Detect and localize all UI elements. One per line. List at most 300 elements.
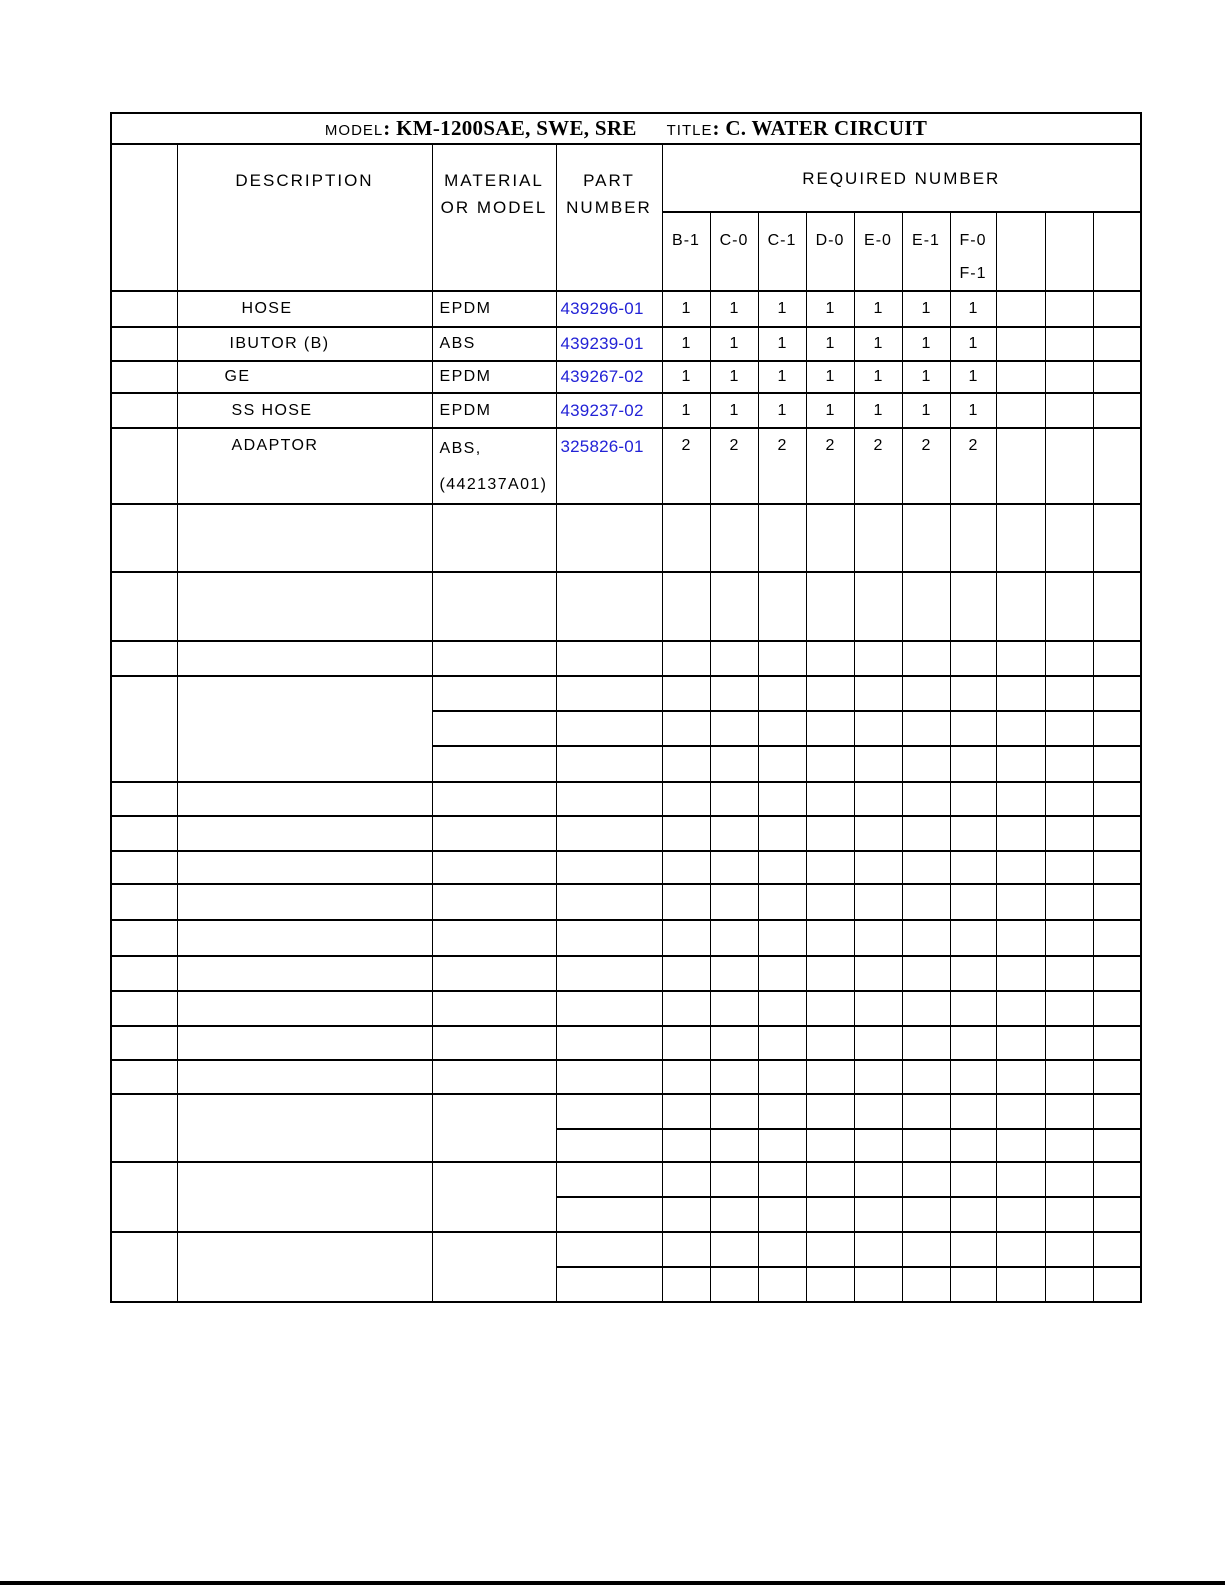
- empty-cell: [710, 572, 758, 641]
- parts-row: [111, 291, 1141, 327]
- empty-cell: [556, 1197, 662, 1232]
- empty-cell: [1045, 212, 1093, 291]
- empty-cell: [854, 746, 902, 782]
- empty-cell: [1045, 1094, 1093, 1129]
- empty-cell: [902, 1197, 950, 1232]
- required-cell: 2: [710, 428, 758, 504]
- empty-cell: [950, 504, 996, 572]
- empty-cell: [556, 920, 662, 956]
- empty-cell: [1045, 1129, 1093, 1162]
- empty-cell: [662, 956, 710, 991]
- empty-cell: [806, 956, 854, 991]
- empty-cell: [177, 884, 432, 920]
- req-col-header-f0-f1: [950, 212, 996, 291]
- empty-cell: [662, 1094, 710, 1129]
- title-row: [111, 113, 1141, 144]
- title-value: : C. WATER CIRCUIT: [712, 116, 928, 140]
- empty-cell: [996, 327, 1045, 361]
- empty-cell: [950, 1162, 996, 1197]
- empty-cell: [432, 1060, 556, 1094]
- empty-cell: [950, 1094, 996, 1129]
- material-cell: ABS: [432, 327, 556, 361]
- req-col-header-b1: B-1: [662, 212, 710, 291]
- header-row: [111, 144, 1141, 212]
- empty-cell: [432, 851, 556, 884]
- description-cell: ADAPTOR: [177, 428, 432, 504]
- item-col-header: [111, 144, 177, 291]
- required-cell: 2: [806, 428, 854, 504]
- empty-cell: [806, 711, 854, 746]
- empty-cell: [854, 920, 902, 956]
- empty-cell: [111, 884, 177, 920]
- empty-cell: [902, 1232, 950, 1267]
- empty-cell: [1045, 1197, 1093, 1232]
- empty-cell: [758, 572, 806, 641]
- item-cell: [111, 291, 177, 327]
- required-cell: 2: [950, 428, 996, 504]
- empty-cell: [950, 1060, 996, 1094]
- empty-cell: [1093, 212, 1141, 291]
- empty-cell: [902, 920, 950, 956]
- empty-cell: [432, 1026, 556, 1060]
- empty-cell: [556, 711, 662, 746]
- required-cell: 1: [710, 327, 758, 361]
- empty-cell: [950, 956, 996, 991]
- empty-cell: [662, 504, 710, 572]
- required-cell: 2: [662, 428, 710, 504]
- empty-cell: [432, 746, 556, 782]
- required-cell: 1: [710, 361, 758, 393]
- item-cell: [111, 428, 177, 504]
- empty-cell: [758, 641, 806, 676]
- empty-cell: [758, 1060, 806, 1094]
- empty-cell: [1093, 641, 1141, 676]
- empty-cell: [1093, 920, 1141, 956]
- table-row: [111, 504, 1141, 572]
- empty-cell: [902, 991, 950, 1026]
- empty-cell: [854, 1094, 902, 1129]
- empty-cell: [758, 851, 806, 884]
- required-number-header: REQUIRED NUMBER: [662, 144, 1141, 212]
- empty-cell: [1045, 884, 1093, 920]
- empty-cell: [758, 676, 806, 711]
- part-number-link[interactable]: 439239-01: [556, 327, 662, 361]
- empty-cell: [1045, 1026, 1093, 1060]
- empty-cell: [1093, 1094, 1141, 1129]
- material-cell: EPDM: [432, 291, 556, 327]
- empty-cell: [950, 782, 996, 816]
- empty-cell: [806, 782, 854, 816]
- empty-cell: [996, 851, 1045, 884]
- empty-cell: [662, 1026, 710, 1060]
- empty-cell: [758, 884, 806, 920]
- required-cell: 1: [758, 361, 806, 393]
- empty-cell: [806, 1162, 854, 1197]
- empty-cell: [710, 676, 758, 711]
- empty-cell: [806, 1197, 854, 1232]
- empty-cell: [662, 1267, 710, 1302]
- empty-cell: [996, 1197, 1045, 1232]
- empty-cell: [111, 920, 177, 956]
- empty-cell: [996, 884, 1045, 920]
- empty-cell: [902, 641, 950, 676]
- table-row: [111, 816, 1141, 851]
- empty-cell: [1045, 1162, 1093, 1197]
- part-number-link[interactable]: 439237-02: [556, 393, 662, 428]
- empty-cell: [758, 782, 806, 816]
- empty-cell: [662, 1197, 710, 1232]
- required-cell: 1: [662, 393, 710, 428]
- empty-cell: [806, 676, 854, 711]
- empty-cell: [1045, 991, 1093, 1026]
- empty-cell: [758, 1197, 806, 1232]
- empty-cell: [950, 851, 996, 884]
- required-cell: 2: [854, 428, 902, 504]
- title-label: TITLE: [666, 122, 713, 139]
- empty-cell: [710, 884, 758, 920]
- empty-cell: [1093, 572, 1141, 641]
- empty-cell: [854, 1026, 902, 1060]
- empty-cell: [177, 676, 432, 782]
- empty-cell: [996, 641, 1045, 676]
- empty-cell: [432, 884, 556, 920]
- required-cell: 1: [902, 327, 950, 361]
- empty-cell: [710, 1197, 758, 1232]
- req-col-header-d0: D-0: [806, 212, 854, 291]
- required-cell: 1: [902, 393, 950, 428]
- empty-cell: [710, 991, 758, 1026]
- empty-cell: [1093, 1162, 1141, 1197]
- empty-cell: [556, 816, 662, 851]
- empty-cell: [710, 1026, 758, 1060]
- empty-cell: [758, 956, 806, 991]
- page-bottom-rule: [0, 1581, 1225, 1585]
- empty-cell: [556, 851, 662, 884]
- empty-cell: [1045, 746, 1093, 782]
- description-cell: SS HOSE: [177, 393, 432, 428]
- required-cell: 1: [662, 291, 710, 327]
- required-cell: 1: [758, 327, 806, 361]
- empty-cell: [854, 676, 902, 711]
- description-col-header: DESCRIPTION: [177, 144, 432, 291]
- empty-cell: [1093, 956, 1141, 991]
- empty-cell: [710, 746, 758, 782]
- empty-cell: [1093, 1232, 1141, 1267]
- parts-table: [110, 112, 1142, 1303]
- empty-cell: [950, 1267, 996, 1302]
- empty-cell: [177, 816, 432, 851]
- empty-cell: [177, 641, 432, 676]
- empty-cell: [902, 1094, 950, 1129]
- table-title-cell: [111, 113, 1141, 144]
- part-number-link[interactable]: 439267-02: [556, 361, 662, 393]
- empty-cell: [432, 711, 556, 746]
- required-cell: 1: [758, 393, 806, 428]
- empty-cell: [1045, 1060, 1093, 1094]
- empty-cell: [806, 1026, 854, 1060]
- empty-cell: [950, 711, 996, 746]
- table-row: [111, 920, 1141, 956]
- required-cell: 1: [710, 393, 758, 428]
- empty-cell: [432, 676, 556, 711]
- parts-row: [111, 428, 1141, 504]
- empty-cell: [432, 956, 556, 991]
- empty-cell: [662, 1060, 710, 1094]
- empty-cell: [806, 1129, 854, 1162]
- empty-cell: [950, 920, 996, 956]
- empty-cell: [1045, 572, 1093, 641]
- empty-cell: [556, 676, 662, 711]
- empty-cell: [111, 1094, 177, 1162]
- empty-cell: [758, 1026, 806, 1060]
- empty-cell: [1045, 1232, 1093, 1267]
- required-cell: 1: [662, 327, 710, 361]
- description-cell: IBUTOR (B): [177, 327, 432, 361]
- empty-cell: [950, 1232, 996, 1267]
- item-cell: [111, 393, 177, 428]
- item-cell: [111, 327, 177, 361]
- table-row: [111, 884, 1141, 920]
- empty-cell: [902, 711, 950, 746]
- empty-cell: [432, 920, 556, 956]
- empty-cell: [432, 1094, 556, 1162]
- table-row: [111, 782, 1141, 816]
- empty-cell: [111, 504, 177, 572]
- table-row: [111, 641, 1141, 676]
- empty-cell: [111, 851, 177, 884]
- required-cell: 1: [854, 291, 902, 327]
- material-line2: (442137A01): [439, 476, 548, 493]
- empty-cell: [177, 1232, 432, 1302]
- empty-cell: [556, 1162, 662, 1197]
- empty-cell: [996, 746, 1045, 782]
- empty-cell: [758, 920, 806, 956]
- empty-cell: [111, 1162, 177, 1232]
- empty-cell: [662, 572, 710, 641]
- empty-cell: [996, 956, 1045, 991]
- empty-cell: [710, 1267, 758, 1302]
- empty-cell: [432, 1232, 556, 1302]
- empty-cell: [758, 746, 806, 782]
- empty-cell: [854, 1060, 902, 1094]
- empty-cell: [662, 711, 710, 746]
- empty-cell: [662, 641, 710, 676]
- empty-cell: [854, 504, 902, 572]
- empty-cell: [1045, 291, 1093, 327]
- table-row: [111, 1162, 1141, 1197]
- empty-cell: [177, 920, 432, 956]
- empty-cell: [177, 1060, 432, 1094]
- part-number-link[interactable]: 439296-01: [556, 291, 662, 327]
- empty-cell: [806, 1094, 854, 1129]
- empty-cell: [806, 884, 854, 920]
- empty-cell: [662, 676, 710, 711]
- empty-cell: [996, 676, 1045, 711]
- parts-row: [111, 361, 1141, 393]
- empty-cell: [1093, 291, 1141, 327]
- empty-cell: [1045, 327, 1093, 361]
- empty-cell: [177, 991, 432, 1026]
- empty-cell: [806, 1060, 854, 1094]
- required-cell: 1: [710, 291, 758, 327]
- empty-cell: [806, 746, 854, 782]
- empty-cell: [177, 1162, 432, 1232]
- empty-cell: [556, 782, 662, 816]
- required-cell: 1: [950, 291, 996, 327]
- empty-cell: [902, 572, 950, 641]
- empty-cell: [432, 1162, 556, 1232]
- empty-cell: [996, 991, 1045, 1026]
- table-row: [111, 1232, 1141, 1267]
- empty-cell: [996, 1129, 1045, 1162]
- table-row: [111, 1026, 1141, 1060]
- empty-cell: [806, 816, 854, 851]
- empty-cell: [662, 782, 710, 816]
- empty-cell: [854, 1162, 902, 1197]
- empty-cell: [710, 1094, 758, 1129]
- empty-cell: [996, 1267, 1045, 1302]
- empty-cell: [710, 1129, 758, 1162]
- empty-cell: [996, 711, 1045, 746]
- required-cell: 1: [902, 291, 950, 327]
- empty-cell: [177, 782, 432, 816]
- material-col-header-line1: MATERIAL: [444, 171, 544, 190]
- empty-cell: [177, 504, 432, 572]
- empty-cell: [950, 746, 996, 782]
- empty-cell: [806, 641, 854, 676]
- empty-cell: [1093, 428, 1141, 504]
- empty-cell: [996, 1094, 1045, 1129]
- empty-cell: [854, 1197, 902, 1232]
- empty-cell: [1045, 782, 1093, 816]
- empty-cell: [1045, 920, 1093, 956]
- material-col-header-line2: OR MODEL: [440, 198, 548, 217]
- empty-cell: [710, 851, 758, 884]
- empty-cell: [1093, 361, 1141, 393]
- empty-cell: [902, 1026, 950, 1060]
- empty-cell: [996, 212, 1045, 291]
- empty-cell: [1093, 504, 1141, 572]
- empty-cell: [1093, 991, 1141, 1026]
- empty-cell: [996, 1162, 1045, 1197]
- empty-cell: [1093, 782, 1141, 816]
- empty-cell: [902, 746, 950, 782]
- empty-cell: [432, 572, 556, 641]
- empty-cell: [1045, 711, 1093, 746]
- description-cell: GE: [177, 361, 432, 393]
- empty-cell: [854, 991, 902, 1026]
- empty-cell: [710, 641, 758, 676]
- empty-cell: [950, 1026, 996, 1060]
- empty-cell: [556, 1267, 662, 1302]
- material-cell: EPDM: [432, 361, 556, 393]
- required-cell: 1: [854, 393, 902, 428]
- empty-cell: [662, 1162, 710, 1197]
- required-cell: 1: [950, 327, 996, 361]
- empty-cell: [556, 1094, 662, 1129]
- empty-cell: [556, 956, 662, 991]
- empty-cell: [432, 991, 556, 1026]
- empty-cell: [1093, 884, 1141, 920]
- required-cell: 1: [902, 361, 950, 393]
- empty-cell: [1045, 504, 1093, 572]
- empty-cell: [177, 1094, 432, 1162]
- table-row: [111, 1094, 1141, 1129]
- empty-cell: [1093, 746, 1141, 782]
- required-cell: 1: [662, 361, 710, 393]
- req-col-header-e1: E-1: [902, 212, 950, 291]
- material-line1: ABS,: [439, 440, 482, 457]
- empty-cell: [710, 920, 758, 956]
- empty-cell: [854, 884, 902, 920]
- empty-cell: [111, 956, 177, 991]
- empty-cell: [1045, 361, 1093, 393]
- empty-cell: [996, 361, 1045, 393]
- required-cell: 1: [806, 393, 854, 428]
- empty-cell: [662, 851, 710, 884]
- req-col-header-c1: C-1: [758, 212, 806, 291]
- empty-cell: [1093, 1129, 1141, 1162]
- empty-cell: [177, 956, 432, 991]
- empty-cell: [902, 1129, 950, 1162]
- empty-cell: [556, 641, 662, 676]
- empty-cell: [950, 816, 996, 851]
- empty-cell: [111, 572, 177, 641]
- empty-cell: [111, 782, 177, 816]
- empty-cell: [902, 504, 950, 572]
- empty-cell: [556, 504, 662, 572]
- empty-cell: [950, 572, 996, 641]
- material-col-header: [432, 144, 556, 291]
- empty-cell: [806, 504, 854, 572]
- required-cell: 1: [806, 291, 854, 327]
- empty-cell: [806, 572, 854, 641]
- empty-cell: [1093, 851, 1141, 884]
- empty-cell: [556, 1026, 662, 1060]
- empty-cell: [662, 920, 710, 956]
- empty-cell: [710, 504, 758, 572]
- part-number-link[interactable]: 325826-01: [556, 428, 662, 504]
- empty-cell: [1093, 1026, 1141, 1060]
- empty-cell: [556, 991, 662, 1026]
- empty-cell: [996, 920, 1045, 956]
- req-col-header-c0: C-0: [710, 212, 758, 291]
- empty-cell: [556, 746, 662, 782]
- empty-cell: [950, 676, 996, 711]
- empty-cell: [758, 504, 806, 572]
- item-cell: [111, 361, 177, 393]
- empty-cell: [806, 1267, 854, 1302]
- empty-cell: [111, 1232, 177, 1302]
- empty-cell: [111, 1026, 177, 1060]
- empty-cell: [111, 676, 177, 782]
- empty-cell: [902, 884, 950, 920]
- table-row: [111, 956, 1141, 991]
- empty-cell: [854, 851, 902, 884]
- empty-cell: [996, 1060, 1045, 1094]
- req-col-header-f1: F-1: [959, 265, 987, 282]
- empty-cell: [556, 1060, 662, 1094]
- empty-cell: [854, 816, 902, 851]
- empty-cell: [1045, 428, 1093, 504]
- empty-cell: [710, 816, 758, 851]
- empty-cell: [1093, 676, 1141, 711]
- empty-cell: [1045, 851, 1093, 884]
- empty-cell: [996, 1232, 1045, 1267]
- part-col-header: [556, 144, 662, 291]
- empty-cell: [432, 816, 556, 851]
- empty-cell: [1045, 1267, 1093, 1302]
